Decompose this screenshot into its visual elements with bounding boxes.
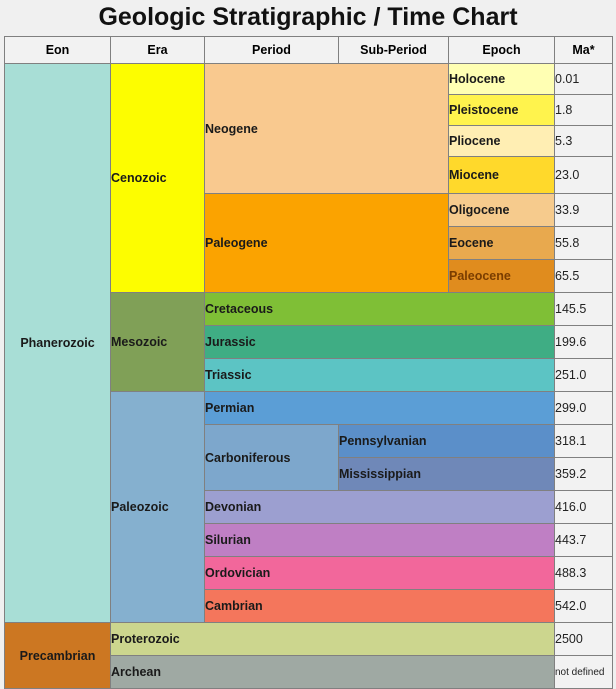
epoch-holocene: Holocene (449, 64, 555, 95)
ma-ordovician: 488.3 (555, 557, 613, 590)
ma-cretaceous: 145.5 (555, 293, 613, 326)
era-paleozoic: Paleozoic (111, 392, 205, 623)
table-row (5, 64, 613, 95)
epoch-oligocene: Oligocene (449, 194, 555, 227)
column-header-eon: Eon (5, 37, 111, 64)
page-title: Geologic Stratigraphic / Time Chart (98, 3, 518, 31)
period-cambrian: Cambrian (205, 590, 555, 623)
period-cretaceous: Cretaceous (205, 293, 555, 326)
eon-precambrian: Precambrian (5, 623, 111, 689)
ma-pleistocene: 1.8 (555, 95, 613, 126)
ma-proterozoic: 2500 (555, 623, 613, 656)
period-devonian: Devonian (205, 491, 555, 524)
era-mesozoic: Mesozoic (111, 293, 205, 392)
column-header-epoch: Epoch (449, 37, 555, 64)
period-neogene: Neogene (205, 64, 449, 194)
epoch-miocene: Miocene (449, 157, 555, 194)
period-jurassic: Jurassic (205, 326, 555, 359)
ma-pliocene: 5.3 (555, 126, 613, 157)
eon-phanerozoic: Phanerozoic (5, 64, 111, 623)
ma-holocene: 0.01 (555, 64, 613, 95)
period-triassic: Triassic (205, 359, 555, 392)
ma-mississippian: 359.2 (555, 458, 613, 491)
ma-devonian: 416.0 (555, 491, 613, 524)
period-paleogene: Paleogene (205, 194, 449, 293)
period-carboniferous: Carboniferous (205, 425, 339, 491)
ma-pennsylvanian: 318.1 (555, 425, 613, 458)
era-cenozoic: Cenozoic (111, 64, 205, 293)
period-archean: Archean (111, 656, 555, 689)
period-silurian: Silurian (205, 524, 555, 557)
period-proterozoic: Proterozoic (111, 623, 555, 656)
ma-triassic: 251.0 (555, 359, 613, 392)
column-header-era: Era (111, 37, 205, 64)
ma-oligocene: 33.9 (555, 194, 613, 227)
column-header-period: Period (205, 37, 339, 64)
ma-paleocene: 65.5 (555, 260, 613, 293)
period-ordovician: Ordovician (205, 557, 555, 590)
table-row (5, 623, 613, 656)
sub-period-pennsylvanian: Pennsylvanian (339, 425, 555, 458)
ma-eocene: 55.8 (555, 227, 613, 260)
ma-permian: 299.0 (555, 392, 613, 425)
sub-period-mississippian: Mississippian (339, 458, 555, 491)
ma-archean: not defined (555, 656, 613, 689)
epoch-eocene: Eocene (449, 227, 555, 260)
ma-miocene: 23.0 (555, 157, 613, 194)
epoch-pleistocene: Pleistocene (449, 95, 555, 126)
period-permian: Permian (205, 392, 555, 425)
column-header-ma: Ma* (555, 37, 613, 64)
ma-jurassic: 199.6 (555, 326, 613, 359)
ma-silurian: 443.7 (555, 524, 613, 557)
epoch-paleocene: Paleocene (449, 260, 555, 293)
epoch-pliocene: Pliocene (449, 126, 555, 157)
ma-cambrian: 542.0 (555, 590, 613, 623)
stratigraphic-table (4, 36, 613, 689)
column-header-sub-period: Sub-Period (339, 37, 449, 64)
table-header-row (5, 37, 613, 64)
